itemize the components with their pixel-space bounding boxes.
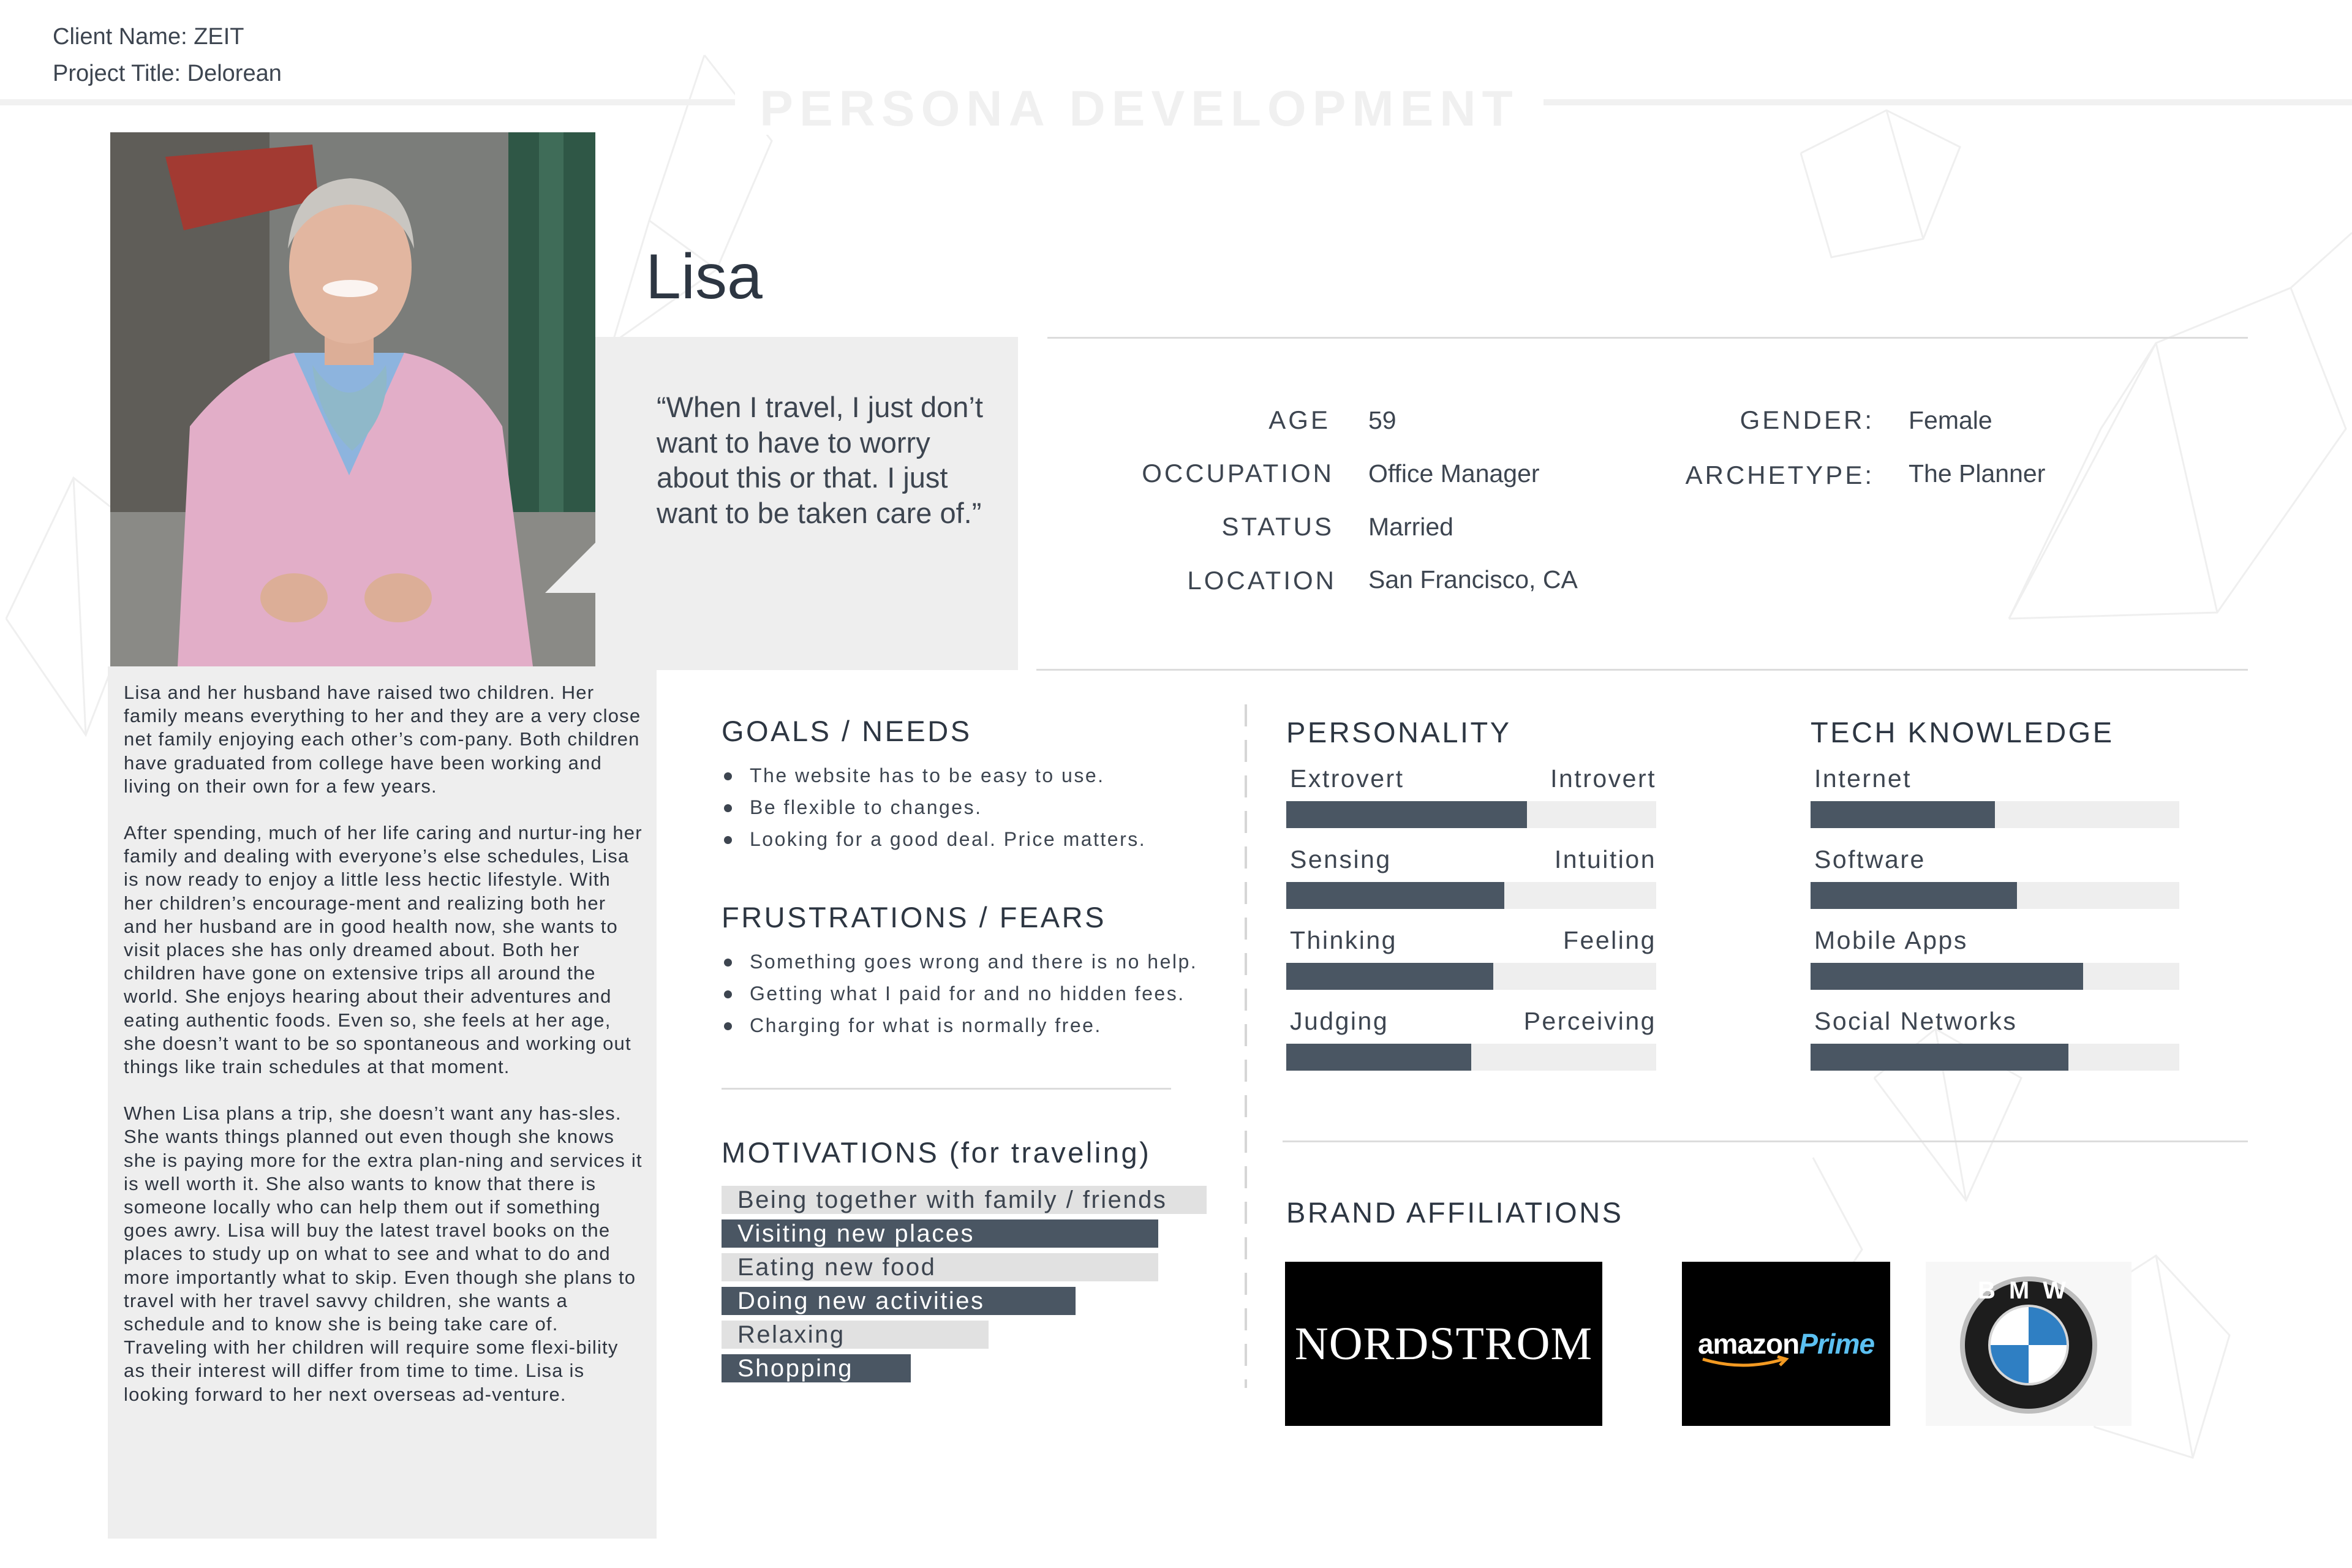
tech-label: Internet bbox=[1814, 764, 1912, 793]
trait-left-label: Judging bbox=[1290, 1007, 1389, 1035]
goals-list bbox=[722, 760, 1224, 855]
trait-track bbox=[1286, 1044, 1656, 1071]
bmw-roundel-icon bbox=[1926, 1262, 2132, 1426]
project-title: Project Title: Delorean bbox=[53, 61, 282, 86]
motivations-heading: MOTIVATIONS (for traveling) bbox=[722, 1136, 1152, 1169]
tech-scale bbox=[1811, 844, 2179, 925]
motivations-chart bbox=[722, 1186, 1212, 1382]
trait-track bbox=[1286, 801, 1656, 828]
motivation-bar: Relaxing bbox=[722, 1321, 989, 1349]
persona-name: Lisa bbox=[646, 241, 763, 312]
tech-scale bbox=[1811, 763, 2179, 844]
tech-fill bbox=[1811, 882, 2017, 909]
brands-heading: BRAND AFFILIATIONS bbox=[1286, 1196, 1624, 1229]
trait-fill bbox=[1286, 801, 1527, 828]
personality-scale bbox=[1286, 1006, 1656, 1087]
client-name: Client Name: ZEIT bbox=[53, 24, 244, 50]
motivation-bar: Being together with family / friends bbox=[722, 1186, 1207, 1214]
age-label: AGE bbox=[1268, 405, 1330, 434]
archetype-value: The Planner bbox=[1909, 459, 2046, 488]
personality-scale bbox=[1286, 844, 1656, 925]
frustrations-list bbox=[722, 946, 1236, 1041]
persona-quote: “When I travel, I just don’t want to have to worry about this or that. I just want to be taken care of.” bbox=[657, 391, 983, 529]
bmw-logo bbox=[1926, 1262, 2132, 1426]
column-divider bbox=[1245, 704, 1247, 1388]
trait-right-label: Feeling bbox=[1563, 926, 1656, 954]
trait-left-label: Extrovert bbox=[1290, 764, 1404, 793]
trait-track bbox=[1286, 963, 1656, 990]
gender-value: Female bbox=[1909, 406, 1992, 434]
trait-left-label: Thinking bbox=[1290, 926, 1397, 954]
age-value: 59 bbox=[1368, 406, 1396, 434]
trait-fill bbox=[1286, 1044, 1471, 1071]
persona-bio bbox=[124, 681, 644, 1430]
tech-track bbox=[1811, 1044, 2179, 1071]
amazon-smile-icon bbox=[1700, 1355, 1792, 1370]
personality-scale bbox=[1286, 925, 1656, 1006]
prime-word: Prime bbox=[1799, 1328, 1875, 1360]
personality-scales bbox=[1286, 763, 1656, 1087]
nordstrom-logo: NORDSTROM bbox=[1285, 1262, 1602, 1426]
tech-track bbox=[1811, 801, 2179, 828]
tech-fill bbox=[1811, 963, 2083, 990]
amazon-prime-logo bbox=[1682, 1262, 1890, 1426]
trait-fill bbox=[1286, 882, 1504, 909]
trait-right-label: Perceiving bbox=[1523, 1007, 1656, 1035]
goal-item: Be flexible to changes. bbox=[722, 791, 1224, 823]
archetype-label: ARCHETYPE: bbox=[1685, 461, 1874, 489]
tech-scales bbox=[1811, 763, 2179, 1087]
tech-label: Software bbox=[1814, 845, 1926, 873]
amazon-wordmark bbox=[1698, 1329, 1874, 1359]
trait-left-label: Sensing bbox=[1290, 845, 1392, 873]
tech-scale bbox=[1811, 1006, 2179, 1087]
gender-label: GENDER: bbox=[1740, 405, 1874, 434]
persona-photo-illustration bbox=[110, 132, 595, 666]
tech-fill bbox=[1811, 801, 1995, 828]
bio-paragraph: Lisa and her husband have raised two children. Her family means everything to her and they are a very close net family enjoying each other’s com-pany. Both children have graduated from college have been working and living on their own for a few years. bbox=[124, 682, 641, 797]
location-label: LOCATION bbox=[1187, 566, 1336, 595]
brand-divider bbox=[1283, 1140, 2248, 1142]
location-value: San Francisco, CA bbox=[1368, 565, 1578, 594]
motivation-bar: Doing new activities bbox=[722, 1287, 1076, 1315]
frustration-item: Getting what I paid for and no hidden fees. bbox=[722, 978, 1236, 1009]
tech-scale bbox=[1811, 925, 2179, 1006]
goals-divider bbox=[722, 1088, 1171, 1090]
tech-label: Social Networks bbox=[1814, 1007, 2018, 1035]
bio-paragraph: After spending, much of her life caring and nurtur-ing her family and dealing with everyone’s else schedules, Lisa is now ready to enjoy a little less hectic lifestyle. With her children’s encourage-ment and realizing both her and her husband are in good health now, she wants to visit places she has only dreamed about. Both her children have gone on extensive trips all around the world. She enjoys hearing about their adventures and eating authentic foods. Even so, she feels at her age, she doesn’t want to be so spontaneous and working out things like train schedules at that moment. bbox=[124, 822, 643, 1078]
status-label: STATUS bbox=[1221, 512, 1334, 541]
quote-pointer bbox=[545, 541, 597, 593]
personality-scale bbox=[1286, 763, 1656, 844]
tech-heading: TECH KNOWLEDGE bbox=[1811, 716, 2114, 748]
occupation-label: OCCUPATION bbox=[1142, 459, 1334, 488]
motivation-bar: Visiting new places bbox=[722, 1219, 1158, 1248]
goals-heading: GOALS / NEEDS bbox=[722, 715, 972, 747]
status-value: Married bbox=[1368, 513, 1453, 541]
personality-heading: PERSONALITY bbox=[1286, 716, 1512, 748]
demographics-top-divider bbox=[1047, 337, 2248, 339]
tech-fill bbox=[1811, 1044, 2068, 1071]
motivation-bar: Shopping bbox=[722, 1354, 911, 1382]
goal-item: Looking for a good deal. Price matters. bbox=[722, 823, 1224, 855]
bmw-letters: BMW bbox=[1978, 1277, 2079, 1304]
demographics-bottom-divider bbox=[1036, 669, 2248, 671]
amazon-word: amazon bbox=[1697, 1328, 1800, 1360]
frustration-item: Charging for what is normally free. bbox=[722, 1009, 1236, 1041]
goal-item: The website has to be easy to use. bbox=[722, 760, 1224, 791]
page-title: PERSONA DEVELOPMENT bbox=[760, 81, 1519, 137]
trait-right-label: Intuition bbox=[1554, 845, 1656, 873]
tech-track bbox=[1811, 963, 2179, 990]
trait-right-label: Introvert bbox=[1550, 764, 1656, 793]
tech-track bbox=[1811, 882, 2179, 909]
trait-track bbox=[1286, 882, 1656, 909]
frustrations-heading: FRUSTRATIONS / FEARS bbox=[722, 901, 1106, 933]
occupation-value: Office Manager bbox=[1368, 459, 1540, 488]
trait-fill bbox=[1286, 963, 1493, 990]
persona-photo bbox=[110, 132, 595, 666]
frustration-item: Something goes wrong and there is no help. bbox=[722, 946, 1236, 978]
bio-paragraph: When Lisa plans a trip, she doesn’t want any has-sles. She wants things planned out even though she knows she is paying more for the extra plan-ning and services it is well worth it. She also wants to know that there is someone locally who can help them out if something goes awry. Lisa will buy the latest travel books on the places to study up on what to see and what to do and more importantly what to skip. Even though she plans to travel with her travel savvy children, she wants a schedule and to know she is being take care of. Traveling with her children will require some flexi-bility as their interest will differ from time to time. Lisa is looking forward to her next overseas ad-venture. bbox=[124, 1102, 643, 1405]
tech-label: Mobile Apps bbox=[1814, 926, 1968, 954]
motivation-bar: Eating new food bbox=[722, 1253, 1158, 1281]
